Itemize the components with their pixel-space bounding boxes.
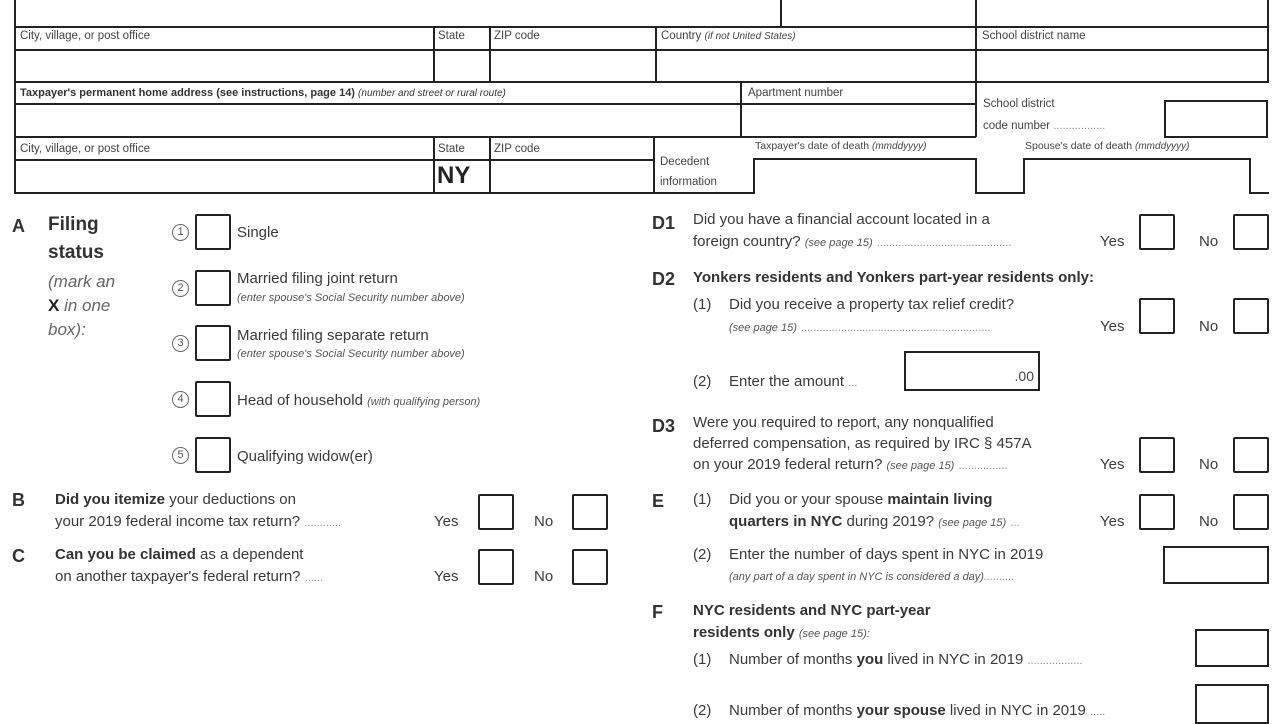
school-code-label-2: code number .................: [983, 120, 1106, 132]
c-yes-checkbox[interactable]: [478, 549, 514, 585]
text: lived in NYC in 2019: [945, 702, 1086, 719]
mark-x: X: [48, 296, 60, 315]
d1-no-checkbox[interactable]: [1233, 214, 1269, 250]
d3-line2: deferred compensation, as required by IRC § 457A: [693, 435, 1032, 452]
divider: [14, 81, 1269, 83]
d2-q2-num: (2): [693, 373, 712, 390]
yes-label: Yes: [1100, 318, 1125, 335]
d2-q1-num: (1): [693, 296, 712, 313]
yes-label: Yes: [434, 568, 459, 585]
d3-line1: Were you required to report, any nonqualified: [693, 414, 994, 431]
state-input[interactable]: [435, 51, 489, 81]
married-joint-checkbox[interactable]: [195, 270, 231, 306]
question-b-line1: [55, 491, 296, 508]
bold-text: your spouse: [856, 702, 946, 719]
filing-status-title-1: Filing: [48, 214, 99, 235]
single-checkbox[interactable]: [195, 214, 231, 250]
d2-title: Yonkers residents and Yonkers part-year residents only:: [693, 269, 1094, 286]
school-district-name-label: School district name: [982, 30, 1086, 42]
section-key-e: E: [652, 491, 665, 511]
yes-label: Yes: [434, 513, 459, 530]
d1-line2: [693, 233, 1011, 250]
nyc-days-input[interactable]: [1163, 546, 1269, 584]
e-q2-num: (2): [693, 546, 712, 563]
f-title-2: [693, 624, 870, 641]
decedent-label-2: information: [660, 176, 717, 188]
e-q1-line2: [729, 513, 1020, 530]
city-input[interactable]: [16, 51, 433, 81]
address-input[interactable]: [16, 105, 740, 136]
text: Number of months: [729, 702, 857, 719]
text: lived in NYC in 2019: [883, 651, 1024, 668]
note-2-text: in one: [59, 296, 111, 315]
school-district-name-input[interactable]: [977, 51, 1267, 81]
bold-text: maintain living: [887, 491, 993, 508]
taxpayer-death-label: [755, 140, 926, 152]
country-label: [661, 30, 796, 42]
leader-dots: ...: [848, 377, 858, 389]
note: (any part of a day spent in NYC is considered a day): [729, 571, 984, 583]
text: Enter the amount: [729, 373, 845, 390]
c-no-checkbox[interactable]: [572, 549, 608, 585]
address-label: [20, 87, 506, 99]
option-number: 2: [172, 280, 189, 297]
question-c-line2: [55, 568, 323, 585]
country-note: (if not United States): [704, 31, 796, 42]
option-label: Single: [237, 224, 279, 241]
e-q2: Enter the number of days spent in NYC in 2019: [729, 546, 1044, 563]
no-label: No: [1199, 513, 1219, 530]
d2-q1: Did you receive a property tax relief credit?: [729, 296, 1015, 313]
f-q1: [729, 651, 1083, 668]
section-key-f: F: [652, 602, 663, 622]
property-tax-amount-input[interactable]: [904, 351, 1040, 391]
filing-status-note-3: box):: [48, 320, 86, 339]
school-code-label-1: School district: [983, 98, 1055, 110]
divider: [14, 26, 1269, 28]
leader-dots: ..........: [983, 571, 1015, 583]
leader-dots: ................: [958, 460, 1008, 472]
country-input[interactable]: [657, 51, 975, 81]
d3-yes-checkbox[interactable]: [1139, 437, 1175, 473]
d1-yes-checkbox[interactable]: [1139, 214, 1175, 250]
section-key-d1: D1: [652, 213, 676, 233]
leader-dots: ............: [304, 517, 342, 529]
note: (see page 15): [938, 517, 1007, 529]
f-title-1: NYC residents and NYC part-year: [693, 602, 931, 619]
school-code-label-2-text: code number: [983, 120, 1051, 132]
d1-line1: Did you have a financial account located in a: [693, 211, 990, 228]
option-note: (with qualifying person): [367, 396, 481, 408]
section-key-c: C: [12, 546, 25, 566]
bold-text: quarters in NYC: [729, 513, 843, 530]
apartment-input[interactable]: [742, 105, 975, 136]
bold-text: you: [856, 651, 884, 668]
border: [1267, 0, 1269, 82]
section-key-d3: D3: [652, 416, 676, 436]
d2-q1-line2: [729, 318, 991, 335]
option-label: Married filing separate return: [237, 327, 429, 344]
question-b-line2: [55, 513, 341, 530]
text: on your 2019 federal return?: [693, 456, 883, 473]
text: during 2019?: [842, 513, 935, 530]
option-label: [237, 392, 480, 409]
d2-no-checkbox[interactable]: [1233, 298, 1269, 334]
note: (see page 15):: [798, 628, 870, 640]
married-separate-checkbox[interactable]: [195, 325, 231, 361]
d2-yes-checkbox[interactable]: [1139, 298, 1175, 334]
option-number: 5: [172, 447, 189, 464]
option-number: 4: [172, 391, 189, 408]
d2-q2: [729, 373, 857, 390]
taxpayer-death-date-input[interactable]: [753, 158, 977, 194]
taxpayer-death-note: (mmddyyyy): [872, 141, 927, 152]
text: on another taxpayer's federal return?: [55, 568, 301, 585]
e-q1-line1: [729, 491, 992, 508]
city-label: City, village, or post office: [20, 30, 150, 42]
no-label: No: [1199, 318, 1219, 335]
option-label: Qualifying widow(er): [237, 448, 373, 465]
option-label-text: Head of household: [237, 392, 363, 409]
school-code-input[interactable]: [1164, 100, 1268, 138]
text: Number of months: [729, 651, 857, 668]
divider: [433, 137, 435, 193]
f-q2-num: (2): [693, 702, 712, 719]
d3-no-checkbox[interactable]: [1233, 437, 1269, 473]
e-yes-checkbox[interactable]: [1139, 494, 1175, 530]
decedent-label-1: Decedent: [660, 156, 710, 168]
state2-value: NY: [437, 162, 471, 189]
bold-text: Can you be claimed: [55, 546, 196, 563]
state-label: State: [438, 30, 465, 42]
country-label-text: Country: [661, 30, 702, 42]
text: your 2019 federal income tax return?: [55, 513, 301, 530]
option-note: (enter spouse's Social Security number above): [237, 292, 465, 304]
e-q1-num: (1): [693, 491, 712, 508]
spouse-death-note: (mmddyyyy): [1135, 141, 1190, 152]
filing-status-note-2: [48, 296, 110, 316]
option-label: Married filing joint return: [237, 270, 398, 287]
leader-dots: .....: [1090, 706, 1106, 718]
no-label: No: [1199, 456, 1219, 473]
note: (see page 15): [804, 237, 873, 249]
filing-status-title-2: status: [48, 242, 104, 263]
spouse-death-date-input[interactable]: [1023, 158, 1251, 194]
d3-line3: [693, 456, 1007, 473]
option-note: (enter spouse's Social Security number above): [237, 348, 465, 360]
divider: [14, 136, 976, 138]
spouse-death-label-text: Spouse's date of death: [1025, 140, 1133, 152]
yes-label: Yes: [1100, 233, 1125, 250]
section-key-d2: D2: [652, 269, 676, 289]
b-no-checkbox[interactable]: [572, 494, 608, 530]
yes-label: Yes: [1100, 513, 1125, 530]
text: as a dependent: [195, 546, 304, 563]
yes-label: Yes: [1100, 456, 1125, 473]
qualifying-widow-checkbox[interactable]: [195, 437, 231, 473]
zip2-label: ZIP code: [494, 143, 540, 155]
text: foreign country?: [693, 233, 801, 250]
no-label: No: [534, 568, 554, 585]
state2-label: State: [438, 143, 465, 155]
leader-dots: ..................: [1027, 655, 1083, 667]
leader-dots: ..............................................................: [801, 322, 991, 334]
no-label: No: [534, 513, 554, 530]
zip2-input[interactable]: [491, 161, 653, 192]
no-label: No: [1199, 233, 1219, 250]
apartment-label: Apartment number: [748, 87, 844, 99]
b-yes-checkbox[interactable]: [478, 494, 514, 530]
months-spouse-input[interactable]: [1195, 684, 1269, 724]
bold-text: residents only: [693, 624, 795, 641]
section-key-a: A: [12, 216, 25, 236]
f-q1-num: (1): [693, 651, 712, 668]
leader-dots: ......: [304, 572, 324, 584]
head-of-household-checkbox[interactable]: [195, 381, 231, 417]
e-q2-note: [729, 571, 1015, 583]
bold-text: Did you itemize: [55, 491, 166, 508]
zip-label: ZIP code: [494, 30, 540, 42]
taxpayer-death-label-text: Taxpayer's date of death: [755, 140, 870, 152]
note: (see page 15): [729, 322, 797, 334]
option-number: 3: [172, 335, 189, 352]
city2-input[interactable]: [16, 161, 433, 192]
question-c-line1: [55, 546, 303, 563]
months-you-input[interactable]: [1195, 629, 1269, 667]
e-no-checkbox[interactable]: [1233, 494, 1269, 530]
divider: [780, 0, 782, 27]
leader-dots: ...: [1010, 517, 1020, 529]
address-note: (number and street or rural route): [358, 88, 506, 99]
spouse-death-label: [1025, 140, 1189, 152]
leader-dots: ............................................: [876, 237, 1012, 249]
option-number: 1: [172, 224, 189, 241]
f-q2: [729, 702, 1105, 719]
text: your deductions on: [165, 491, 296, 508]
note: (see page 15): [886, 460, 955, 472]
section-key-b: B: [12, 490, 25, 510]
zip-input[interactable]: [491, 51, 655, 81]
amount-cents: .00: [1014, 368, 1034, 384]
filing-status-note-1: (mark an: [48, 272, 116, 291]
address-label-text: Taxpayer's permanent home address (see instructions, page 14): [20, 87, 355, 99]
text: Did you or your spouse: [729, 491, 888, 508]
city2-label: City, village, or post office: [20, 143, 150, 155]
divider: [653, 137, 655, 193]
